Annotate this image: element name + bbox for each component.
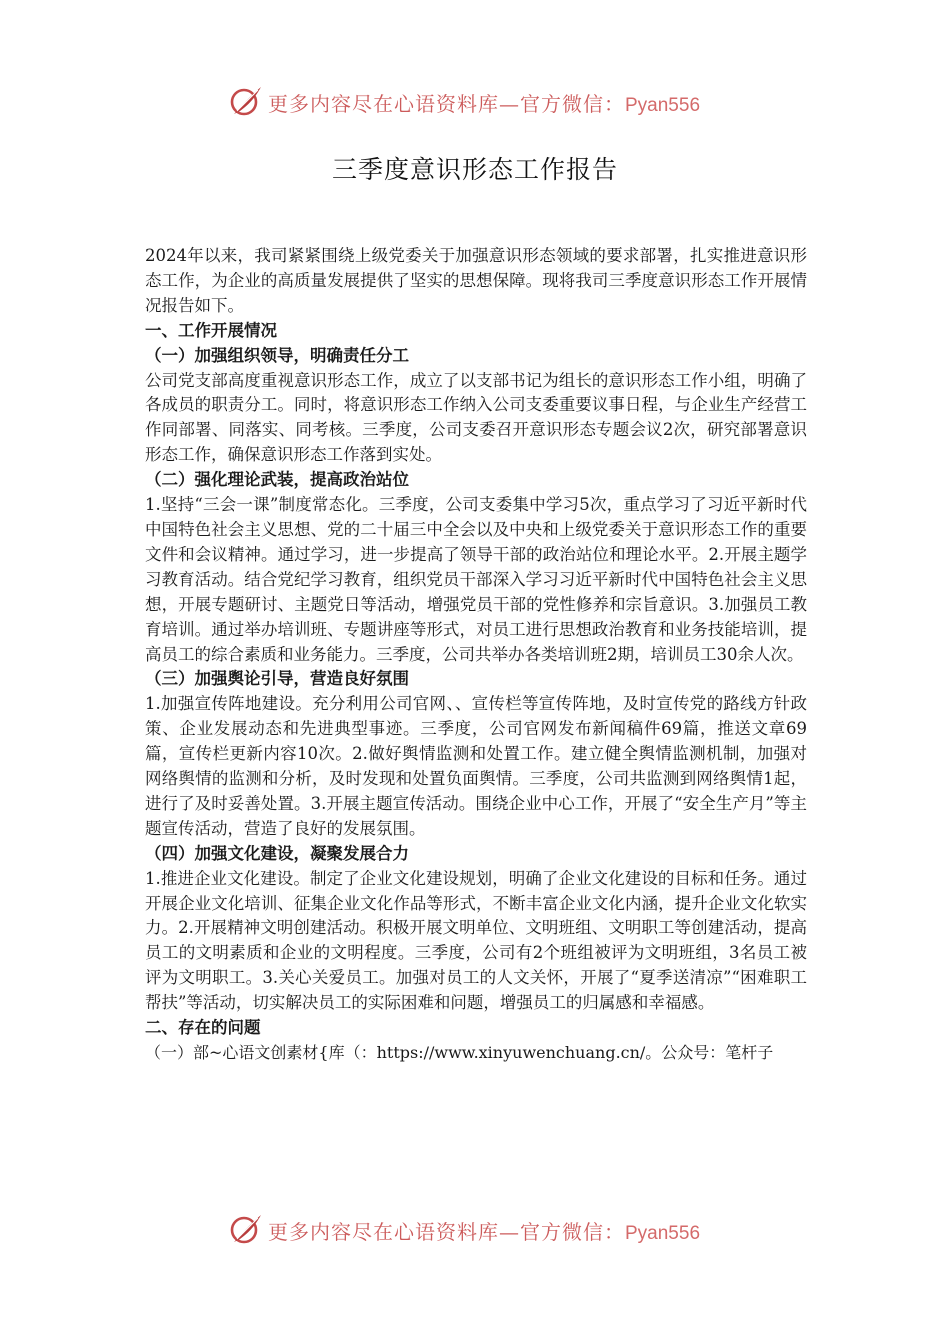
subsection-body-4: 1.推进企业文化建设。制定了企业文化建设规划，明确了企业文化建设的目标和任务。通过开展企业文化培训、征集企业文化作品等形式，不断丰富企业文化内涵，提升企业文化软实力。2.开展精神文明创建活动。积极开展文明单位、文明班组、文明职工等创建活动，提高员工的文明素质和企业的文明程度。三季度，公司有2个班组被评为文明班组，3名员工被评为文明职工。3.关心关爱员工。加强对员工的人文关怀，开展了“夏季送清凉”“困难职工帮扶”等活动，切实解决员工的实际困难和问题，增强员工的归属感和幸福感。 (145, 868, 807, 1013)
subsection-heading-4: （四）加强文化建设，凝聚发展合力 (145, 843, 409, 863)
subsection-heading-3: （三）加强舆论引导，营造良好氛围 (145, 669, 409, 689)
quill-logo-icon (228, 1212, 264, 1248)
watermark-code: Pyan556 (625, 94, 701, 116)
section-heading-1: 一、工作开展情况 (145, 320, 277, 340)
watermark-code: Pyan556 (625, 1222, 701, 1244)
watermark-text: 更多内容尽在心语资料库—官方微信：Pyan556 (268, 91, 701, 116)
section-heading-2: 二、存在的问题 (145, 1018, 261, 1038)
subsection-body-3: 1.加强宣传阵地建设。充分利用公司官网、、宣传栏等宣传阵地，及时宣传党的路线方针政策、企业发展动态和先进典型事迹。三季度，公司官网发布新闻稿件69篇，推送文章69篇，宣传栏更新内容10次。2.做好舆情监测和处置工作。建立健全舆情监测机制，加强对网络舆情的监测和分析，及时发现和处置负面舆情。三季度，公司共监测到网络舆情1起，进行了及时妥善处置。3.开展主题宣传活动。围绕企业中心工作，开展了“安全生产月”等主题宣传活动，营造了良好的发展氛围。 (145, 694, 807, 838)
subsection-body-1: 公司党支部高度重视意识形态工作，成立了以支部书记为组长的意识形态工作小组，明确了各成员的职责分工。同时，将意识形态工作纳入公司支委重要议事日程，与企业生产经营工作同部署、同落实、同考核。三季度，公司支委召开意识形态专题会议2次，研究部署意识形态工作，确保意识形态工作落到实处。 (145, 370, 807, 465)
subsection-heading-2: （二）强化理论武装，提高政治站位 (145, 470, 409, 490)
watermark-header (228, 82, 748, 122)
watermark-footer (228, 1210, 748, 1250)
document-title: 三季度意识形态工作报告 (331, 155, 618, 184)
watermark-text: 更多内容尽在心语资料库—官方微信：Pyan556 (268, 1219, 701, 1244)
intro-paragraph: 2024年以来，我司紧紧围绕上级党委关于加强意识形态领域的要求部署，扎实推进意识形态工作，为企业的高质量发展提供了坚实的思想保障。现将我司三季度意识形态工作开展情况报告如下。 (145, 246, 807, 315)
truncated-line: （一）部~心语文创素材{库（：https://www.xinyuwenchuang.cn/。公众号：笔杆子 (145, 1043, 774, 1062)
subsection-body-2: 1.坚持“三会一课”制度常态化。三季度，公司支委集中学习5次，重点学习了习近平新时代中国特色社会主义思想、党的二十届三中全会以及中央和上级党委关于意识形态工作的重要文件和会议精神。通过学习，进一步提高了领导干部的政治站位和理论水平。2.开展主题学习教育活动。结合党纪学习教育，组织党员干部深入学习习近平新时代中国特色社会主义思想，开展专题研讨、主题党日等活动，增强党员干部的党性修养和宗旨意识。3.加强员工教育培训。通过举办培训班、专题讲座等形式，对员工进行思想政治教育和业务技能培训，提高员工的综合素质和业务能力。三季度，公司共举办各类培训班2期，培训员工30余人次。 (145, 495, 807, 664)
subsection-heading-1: （一）加强组织领导，明确责任分工 (145, 345, 409, 365)
quill-logo-icon (228, 84, 264, 120)
document-body (145, 244, 807, 1066)
